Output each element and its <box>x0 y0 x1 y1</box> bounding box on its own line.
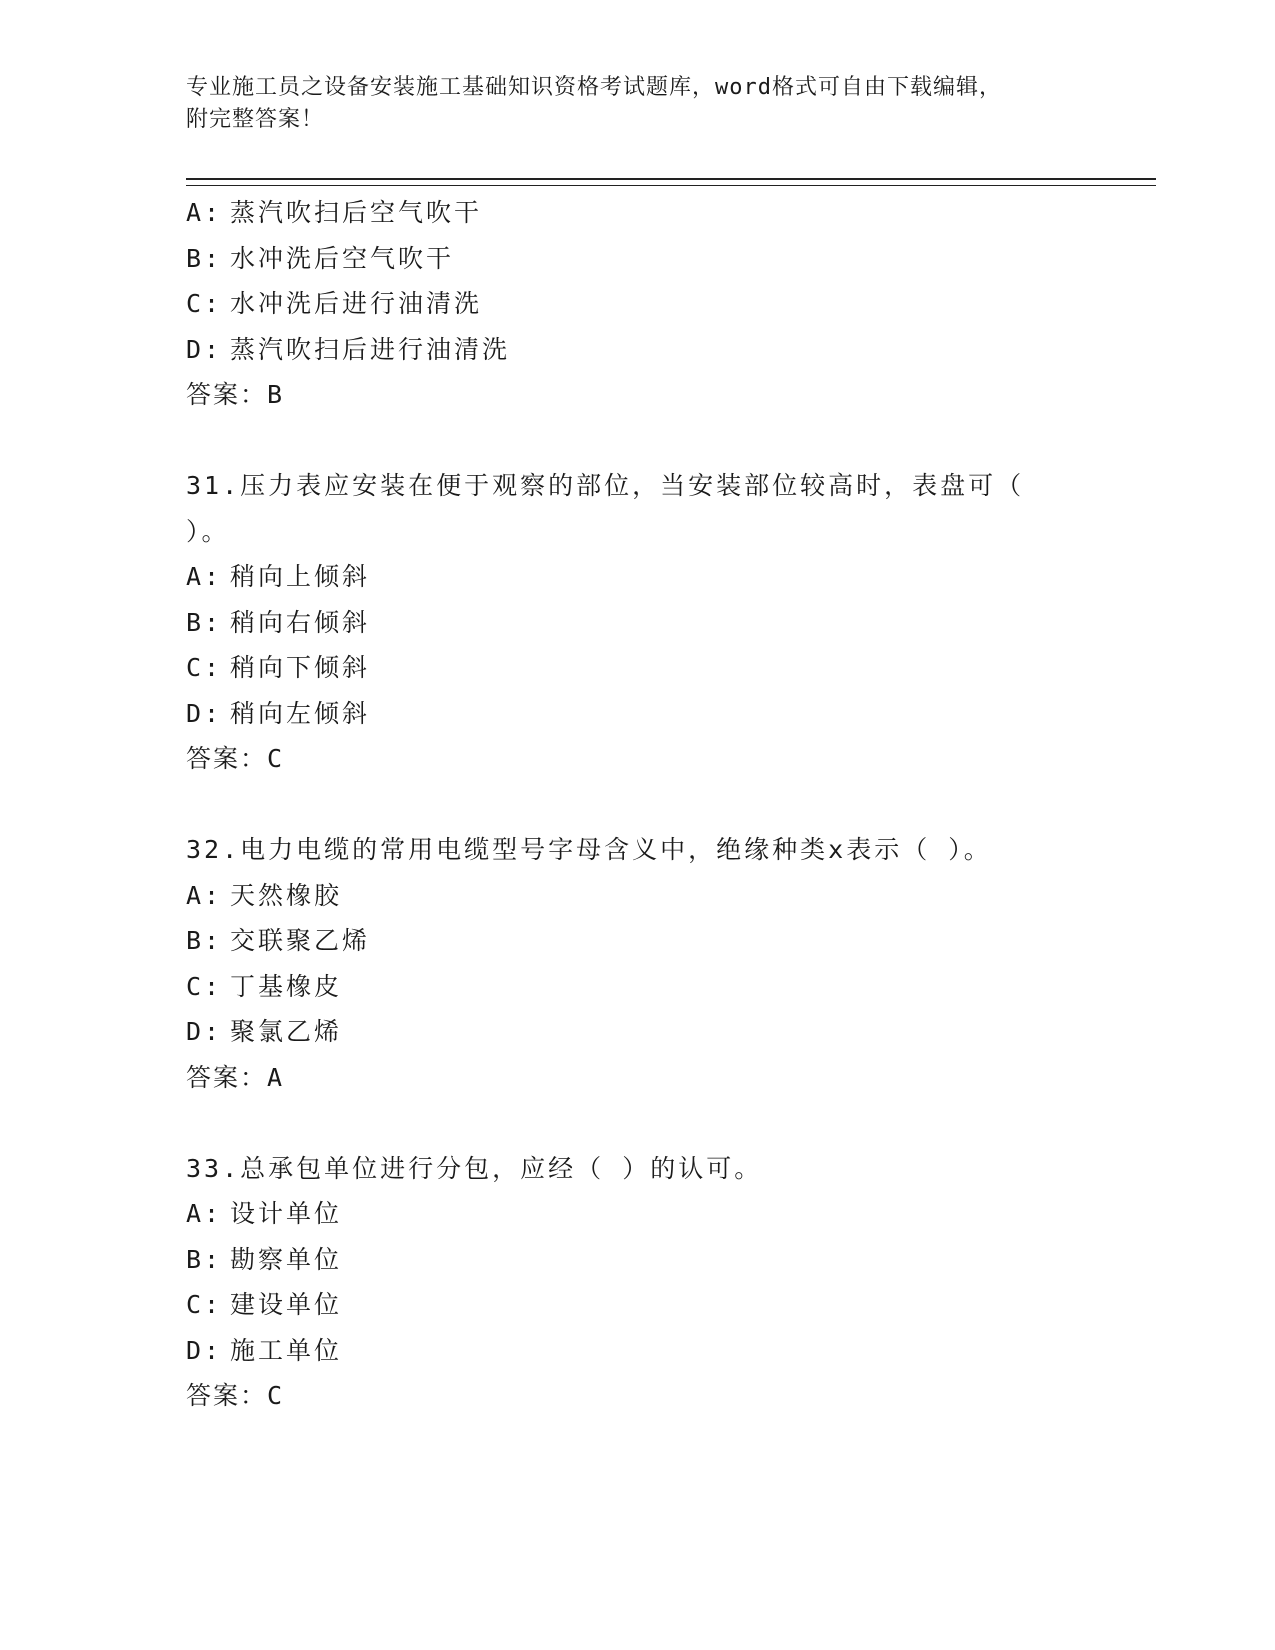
answer-line: 答案：A <box>186 1062 285 1092</box>
option-letter: D: <box>186 1017 223 1046</box>
spacer <box>186 1100 1156 1146</box>
option-letter: B: <box>186 1244 223 1274</box>
option-letter: C: <box>186 653 223 682</box>
option-d <box>186 691 1156 737</box>
spacer <box>186 418 1156 464</box>
question-stem-line-1: 31.压力表应安装在便于观察的部位，当安装部位较高时，表盘可（ <box>186 471 1025 500</box>
option-d <box>186 1009 1156 1055</box>
question-block-32 <box>186 827 1156 1100</box>
option-text: 设计单位 <box>230 1199 343 1228</box>
answer-line: 答案：C <box>186 744 285 773</box>
document-header <box>186 72 1066 136</box>
option-a <box>186 554 1156 600</box>
option-letter: A: <box>186 880 223 910</box>
header-divider <box>186 178 1156 186</box>
option-letter: D: <box>186 698 223 728</box>
option-letter: A: <box>186 562 223 591</box>
option-text: 水冲洗后空气吹干 <box>230 243 455 273</box>
option-text: 勘察单位 <box>230 1244 343 1274</box>
option-text: 聚氯乙烯 <box>230 1017 343 1046</box>
header-title-line-1: 专业施工员之设备安装施工基础知识资格考试题库，word格式可自由下载编辑， <box>186 75 1002 100</box>
option-text: 交联聚乙烯 <box>230 926 371 955</box>
option-letter: A: <box>186 1199 223 1228</box>
question-stem-line-1: 33.总承包单位进行分包，应经（ ）的认可。 <box>186 1153 763 1183</box>
option-text: 天然橡胶 <box>230 880 343 910</box>
question-stem-line-1: 32.电力电缆的常用电缆型号字母含义中，绝缘种类x表示（ ）。 <box>186 835 992 864</box>
option-c <box>186 281 1156 327</box>
option-letter: C: <box>186 1290 223 1319</box>
option-letter: B: <box>186 926 223 955</box>
option-letter: D: <box>186 334 223 364</box>
option-b <box>186 236 1156 282</box>
option-d <box>186 1328 1156 1374</box>
option-text: 稍向右倾斜 <box>230 607 371 637</box>
option-a <box>186 873 1156 919</box>
option-b <box>186 600 1156 646</box>
question-stem-line-2: ）。 <box>186 516 230 546</box>
option-text: 水冲洗后进行油清洗 <box>230 289 483 318</box>
question-block-prev <box>186 190 1156 418</box>
question-block-31 <box>186 463 1156 782</box>
option-letter: D: <box>186 1335 223 1365</box>
option-text: 蒸汽吹扫后进行油清洗 <box>230 334 511 364</box>
option-d <box>186 327 1156 373</box>
option-text: 丁基橡皮 <box>230 971 343 1001</box>
option-letter: C: <box>186 971 223 1001</box>
option-text: 稍向下倾斜 <box>230 653 371 682</box>
header-title-line-2: 附完整答案！ <box>186 107 325 132</box>
question-list <box>186 190 1156 1419</box>
option-text: 稍向上倾斜 <box>230 562 371 591</box>
option-a <box>186 190 1156 236</box>
answer-line: 答案：B <box>186 380 285 409</box>
option-letter: B: <box>186 243 223 273</box>
option-a <box>186 1191 1156 1237</box>
option-text: 施工单位 <box>230 1335 343 1365</box>
option-c <box>186 964 1156 1010</box>
option-b <box>186 1237 1156 1283</box>
question-block-33 <box>186 1146 1156 1419</box>
option-letter: B: <box>186 607 223 637</box>
answer-line: 答案：C <box>186 1381 285 1410</box>
option-letter: C: <box>186 289 223 318</box>
option-text: 稍向左倾斜 <box>230 698 371 728</box>
option-text: 蒸汽吹扫后空气吹干 <box>230 198 483 227</box>
option-b <box>186 918 1156 964</box>
option-c <box>186 1282 1156 1328</box>
option-c <box>186 645 1156 691</box>
option-letter: A: <box>186 198 223 227</box>
spacer <box>186 782 1156 828</box>
option-text: 建设单位 <box>230 1290 343 1319</box>
